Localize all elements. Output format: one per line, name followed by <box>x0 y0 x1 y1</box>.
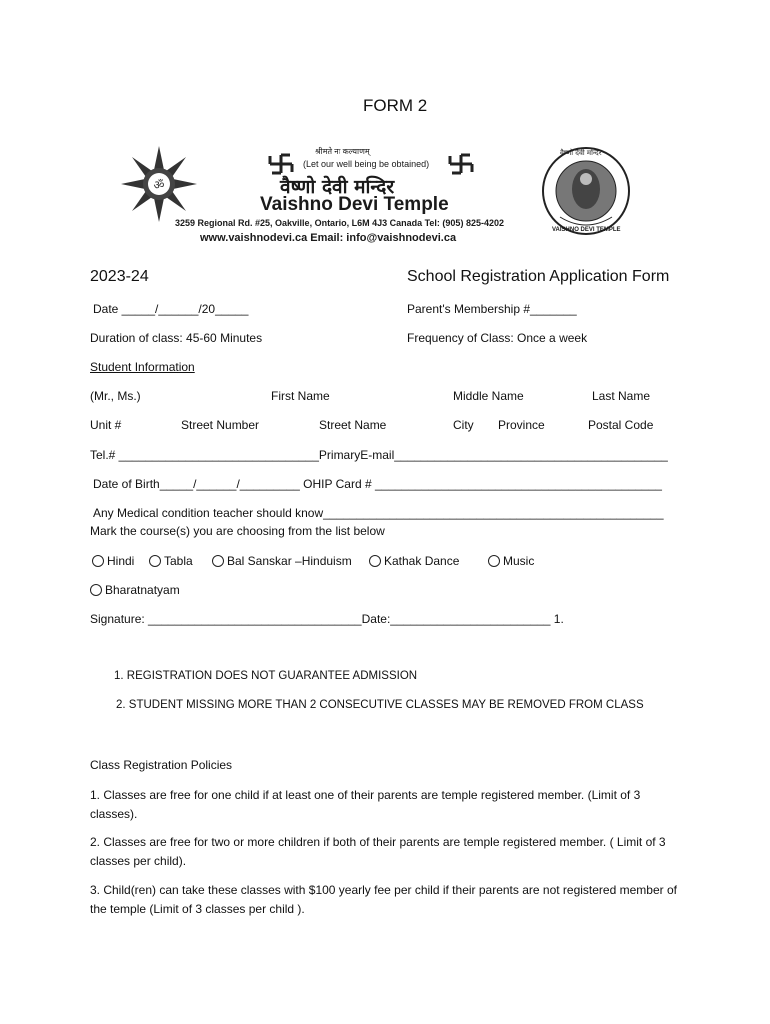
right-swastika-icon <box>448 153 474 175</box>
radio-circle-icon[interactable] <box>90 584 102 596</box>
street-number-label: Street Number <box>181 418 260 432</box>
seal-text-english: VAISHNO DEVI TEMPLE <box>552 227 621 233</box>
temple-motto: (Let our well being be obtained) <box>303 159 430 169</box>
frequency-text: Frequency of Class: Once a week <box>407 331 588 345</box>
radio-circle-icon[interactable] <box>369 555 381 567</box>
radio-circle-icon[interactable] <box>212 555 224 567</box>
sanskrit-line: श्रीमते नः कल्याणम् <box>315 147 370 156</box>
note-2: 2. STUDENT MISSING MORE THAN 2 CONSECUTIVE CLASSES MAY BE REMOVED FROM CLASS <box>116 699 644 711</box>
course-option-music[interactable] <box>488 554 534 568</box>
academic-year: 2023-24 <box>90 268 149 285</box>
first-name-label: First Name <box>271 389 330 403</box>
city-label: City <box>453 418 474 432</box>
student-info-heading: Student Information <box>90 360 195 374</box>
form-title: FORM 2 <box>363 96 428 115</box>
course-label: Bharatnatyam <box>105 583 180 597</box>
membership-field[interactable]: Parent's Membership #_______ <box>407 302 577 316</box>
course-label: Music <box>503 554 535 568</box>
left-swastika-icon <box>268 153 294 175</box>
policies-heading: Class Registration Policies <box>90 758 233 772</box>
middle-name-label: Middle Name <box>453 389 524 403</box>
temple-name-english: Vaishno Devi Temple <box>260 194 449 215</box>
form-heading: School Registration Application Form <box>407 268 670 285</box>
street-name-label: Street Name <box>319 418 387 432</box>
course-label: Hindi <box>107 554 135 568</box>
temple-address: 3259 Regional Rd. #25, Oakville, Ontario, L6M 4J3 Canada Tel: (905) 825-4202 <box>175 218 504 228</box>
unit-label: Unit # <box>90 418 122 432</box>
om-sun-logo-icon <box>120 145 198 223</box>
radio-circle-icon[interactable] <box>488 555 500 567</box>
temple-web-email: www.vaishnodevi.ca Email: info@vaishnodevi.ca <box>200 232 457 244</box>
radio-circle-icon[interactable] <box>149 555 161 567</box>
tel-email-field[interactable]: Tel.# ______________________________PrimaryE-mail_________________________________________ <box>90 448 668 462</box>
course-option-hindi[interactable] <box>92 554 134 568</box>
date-field[interactable]: Date _____/______/20_____ <box>93 302 249 316</box>
duration-text: Duration of class: 45-60 Minutes <box>90 331 263 345</box>
title-label: (Mr., Ms.) <box>90 389 141 403</box>
policy-1: 1. Classes are free for one child if at least one of their parents are temple registered member. (Limit of 3 classes). <box>90 788 641 821</box>
note-1: 1. REGISTRATION DOES NOT GUARANTEE ADMISSION <box>114 670 418 682</box>
svg-text:ॐ: ॐ <box>153 178 165 192</box>
province-label: Province <box>498 418 545 432</box>
radio-circle-icon[interactable] <box>92 555 104 567</box>
course-label: Tabla <box>164 554 193 568</box>
temple-name-hindi: वैष्णो देवी मन्दिर <box>280 176 395 198</box>
seal-text-hindi: वैष्णो देवी मन्दिर <box>560 149 602 157</box>
dob-ohip-field[interactable]: Date of Birth_____/______/_________ OHIP Card # ___________________________________________ <box>93 477 662 491</box>
course-label: Bal Sanskar –Hinduism <box>227 554 352 568</box>
course-option-kathak[interactable] <box>369 554 459 568</box>
course-option-tabla[interactable] <box>149 554 193 568</box>
last-name-label: Last Name <box>592 389 651 403</box>
temple-seal-icon <box>540 145 632 237</box>
policy-2: 2. Classes are free for two or more children if both of their parents are temple registered member. ( Limit of 3 classes per child). <box>90 835 666 868</box>
temple-letterhead <box>120 143 645 251</box>
signature-date-field[interactable]: Signature: ________________________________Date:________________________ 1. <box>90 612 564 626</box>
postal-code-label: Postal Code <box>588 418 654 432</box>
course-option-bal-sanskar[interactable] <box>212 554 352 568</box>
policy-3: 3. Child(ren) can take these classes with $100 yearly fee per child if their parents are not registered member of the temple (Limit of 3 classes per child ). <box>90 883 677 916</box>
course-option-bharatnatyam[interactable] <box>90 583 180 597</box>
courses-prompt: Mark the course(s) you are choosing from the list below <box>90 524 385 538</box>
course-label: Kathak Dance <box>384 554 460 568</box>
medical-condition-field[interactable]: Any Medical condition teacher should know___________________________________________________ <box>93 506 664 520</box>
